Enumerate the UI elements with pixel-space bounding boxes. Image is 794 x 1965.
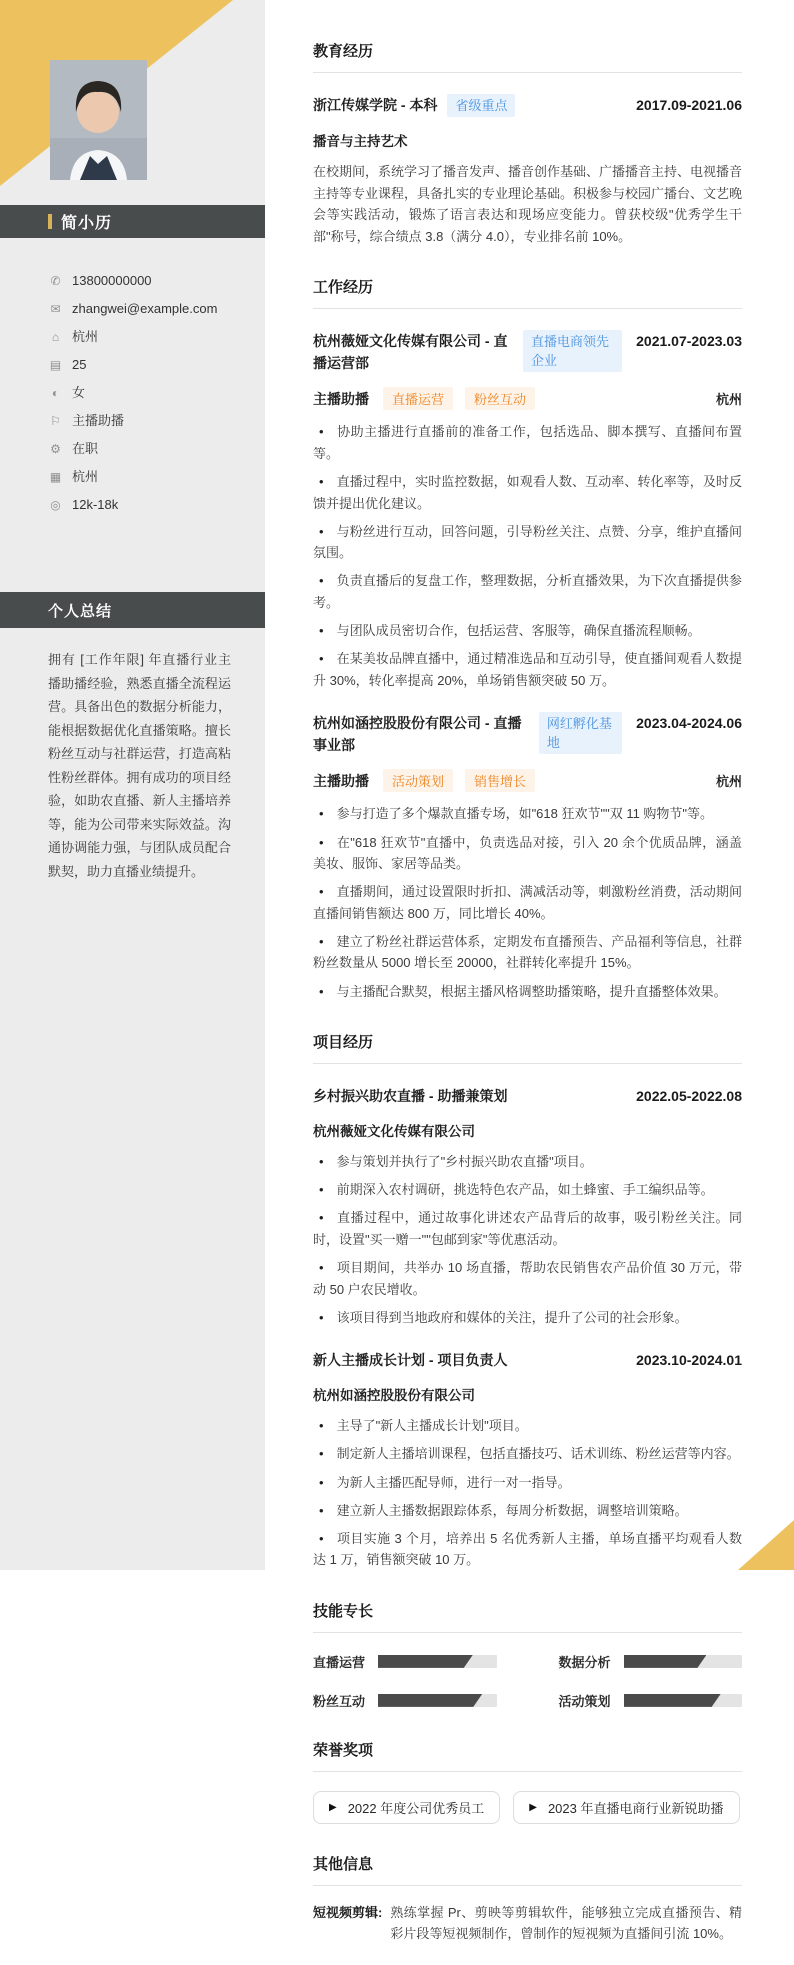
bullet-item: • 为新人主播匹配导师，进行一对一指导。 xyxy=(319,1474,571,1490)
bullet-item: • 参与策划并执行了"乡村振兴助农直播"项目。 xyxy=(319,1154,593,1170)
skill-row xyxy=(313,1691,497,1710)
contact-age xyxy=(48,356,249,374)
company-tag: 直播电商领先企业 xyxy=(523,330,622,372)
bullet-item: • 该项目得到当地政府和媒体的关注，提升了公司的社会形象。 xyxy=(319,1309,688,1325)
skill-label: 活动策划 xyxy=(558,1693,611,1709)
salary-icon: ◎ xyxy=(50,498,61,512)
bullet-dot: • xyxy=(319,523,324,539)
bullet-item: • 制定新人主播培训课程，包括直播技巧、话术训练、粉丝运营等内容。 xyxy=(319,1446,740,1462)
role-tag: 粉丝互动 xyxy=(465,387,535,410)
bullet-dot: • xyxy=(319,573,324,589)
skills-title: 技能专长 xyxy=(313,1600,742,1633)
bullet-item: • 与主播配合默契，根据主播风格调整助播策略，提升直播整体效果。 xyxy=(319,983,727,999)
bullet-item: • 在"618 狂欢节"直播中，负责选品对接，引入 20 余个优质品牌，涵盖美妆、服饰、家居等品类。 xyxy=(313,834,742,872)
bullet-dot: • xyxy=(319,1182,324,1198)
bullet-item: • 直播过程中，实时监控数据，如观看人数、互动率、转化率等，及时反馈并提出优化建议。 xyxy=(313,474,742,511)
status-value: 在职 xyxy=(72,441,99,456)
bullet-dot: • xyxy=(319,651,324,667)
profile-photo xyxy=(50,60,147,180)
bullet-item: • 直播过程中，通过故事化讲述农产品背后的故事，吸引粉丝关注。同时，设置"买一赠一""包邮到家"等优惠活动。 xyxy=(313,1210,742,1247)
company-name: 杭州如涵控股股份有限公司 - 直播事业部 xyxy=(313,715,522,754)
education-entry xyxy=(313,94,742,247)
candidate-name: 简小历 xyxy=(61,215,113,232)
play-marker-icon: ▶ xyxy=(529,1801,537,1813)
skill-row xyxy=(313,1652,497,1671)
skill-row xyxy=(559,1691,743,1710)
skill-label: 粉丝互动 xyxy=(313,1693,366,1709)
company-tag: 网红孵化基地 xyxy=(539,712,622,754)
school-tag: 省级重点 xyxy=(447,94,515,117)
project-company: 杭州薇娅文化传媒有限公司 xyxy=(313,1124,475,1140)
other-title: 其他信息 xyxy=(313,1853,742,1886)
work-city: 杭州 xyxy=(715,392,742,408)
bullet-item: • 与粉丝进行互动，回答问题，引导粉丝关注、点赞、分享，维护直播间氛围。 xyxy=(313,523,742,561)
salary-value: 12k-18k xyxy=(72,497,119,512)
gender-icon: ◐ xyxy=(51,386,60,400)
bullet-item: • 在某美妆品牌直播中，通过精准选品和互动引导，使直播间观看人数提升 30%，转化率提高 20%，单场销售额突破 50 万。 xyxy=(313,651,742,688)
bullet-item: • 协助主播进行直播前的准备工作，包括选品、脚本撰写、直播间布置等。 xyxy=(313,424,742,461)
phone-icon: ✆ xyxy=(50,274,61,288)
bullet-item: • 项目实施 3 个月，培养出 5 名优秀新人主播，单场直播平均观看人数达 1 万，销售额突破 10 万。 xyxy=(313,1530,742,1568)
major: 播音与主持艺术 xyxy=(313,134,408,149)
project-name: 新人主播成长计划 - 项目负责人 xyxy=(313,1352,508,1369)
other-info-row xyxy=(313,1902,742,1945)
skills-grid xyxy=(313,1652,742,1710)
skill-bar-track xyxy=(378,1694,496,1707)
summary-band xyxy=(0,592,265,628)
project-company: 杭州如涵控股股份有限公司 xyxy=(313,1388,475,1404)
bullet-dot: • xyxy=(319,623,324,639)
work-city: 杭州 xyxy=(715,774,742,790)
home-icon: ⌂ xyxy=(51,330,60,344)
project-bullets xyxy=(313,1415,742,1571)
skill-bar-track xyxy=(624,1655,742,1668)
bullet-dot: • xyxy=(319,1474,324,1490)
education-date: 2017.09-2021.06 xyxy=(636,97,742,113)
bullet-dot: • xyxy=(319,933,324,949)
education-description: 在校期间，系统学习了播音发声、播音创作基础、广播播音主持、电视播音主持等专业课程，具备扎实的专业理论基础。积极参与校园广播台、文艺晚会等实践活动，锻炼了语言表达和现场应变能力。曾获校级"优秀学生干部"称号，综合绩点 3.8（满分 4.0），专业排名前 10%。 xyxy=(313,164,743,244)
other-info-text: 熟练掌握 Pr、剪映等剪辑软件，能够独立完成直播预告、精彩片段等短视频制作，曾制作的短视频为直播间引流 10%。 xyxy=(390,1904,742,1942)
skill-label: 直播运营 xyxy=(313,1654,366,1670)
bullet-item: • 建立新人主播数据跟踪体系，每周分析数据，调整培训策略。 xyxy=(319,1502,688,1518)
contact-list xyxy=(48,272,249,524)
bullet-item: • 建立了粉丝社群运营体系，定期发布直播预告、产品福利等信息，社群粉丝数量从 5000 增长至 20000，社群转化率提升 15%。 xyxy=(313,933,742,971)
work-title: 工作经历 xyxy=(313,276,742,309)
work-city-value: 杭州 xyxy=(72,469,99,484)
role-tag: 直播运营 xyxy=(383,387,453,410)
bullet-item: • 项目期间，共举办 10 场直播，帮助农民销售农产品价值 30 万元，带动 50 户农民增收。 xyxy=(313,1260,742,1297)
work-bullets xyxy=(313,803,742,1002)
project-bullets xyxy=(313,1151,742,1328)
skill-bar-track xyxy=(378,1655,496,1668)
company-name: 杭州薇娅文化传媒有限公司 - 直播运营部 xyxy=(313,333,508,372)
gear-icon: ⚙ xyxy=(50,442,61,456)
gender-value: 女 xyxy=(72,385,86,400)
email-value: zhangwei@example.com xyxy=(72,301,218,316)
skill-bar-track xyxy=(624,1694,742,1707)
contact-phone xyxy=(48,272,249,290)
bullet-item: • 前期深入农村调研，挑选特色农产品，如土蜂蜜、手工编织品等。 xyxy=(319,1182,714,1198)
contact-work-city xyxy=(48,468,249,486)
skill-bar-fill xyxy=(624,1694,721,1707)
honor-badge xyxy=(513,1791,739,1824)
contact-email xyxy=(48,300,249,318)
bullet-dot: • xyxy=(319,1502,324,1518)
bullet-item: • 与团队成员密切合作，包括运营、客服等，确保直播流程顺畅。 xyxy=(319,623,701,639)
work-date: 2021.07-2023.03 xyxy=(636,333,742,350)
summary-title: 个人总结 xyxy=(48,602,113,620)
education-title: 教育经历 xyxy=(313,40,742,73)
skill-bar-fill xyxy=(624,1655,707,1668)
work-entry xyxy=(313,330,742,691)
section-honors xyxy=(313,1739,742,1824)
contact-gender xyxy=(48,384,249,402)
role-tag: 销售增长 xyxy=(465,769,535,792)
other-info-label: 短视频剪辑: xyxy=(313,1904,383,1920)
project-date: 2022.05-2022.08 xyxy=(636,1088,742,1105)
section-skills xyxy=(313,1600,742,1710)
section-work xyxy=(313,276,742,1002)
id-card-icon: ▤ xyxy=(49,358,62,372)
contact-location xyxy=(48,328,249,346)
project-name: 乡村振兴助农直播 - 助播兼策划 xyxy=(313,1088,508,1105)
phone-value: 13800000000 xyxy=(72,273,152,288)
bullet-dot: • xyxy=(319,806,324,822)
honors-row xyxy=(313,1791,742,1824)
sidebar xyxy=(0,0,265,1570)
section-other xyxy=(313,1853,742,1945)
bullet-dot: • xyxy=(319,424,324,440)
honors-title: 荣誉奖项 xyxy=(313,1739,742,1772)
email-icon: ✉ xyxy=(50,302,61,316)
work-date: 2023.04-2024.06 xyxy=(636,715,742,732)
school-degree: 浙江传媒学院 - 本科 xyxy=(313,97,438,113)
role-tag: 活动策划 xyxy=(383,769,453,792)
position-value: 主播助播 xyxy=(72,413,125,428)
bullet-item: • 负责直播后的复盘工作，整理数据，分析直播效果，为下次直播提供参考。 xyxy=(313,573,742,611)
bullet-item: • 参与打造了多个爆款直播专场，如"618 狂欢节""双 11 购物节"等。 xyxy=(319,806,714,822)
resume-main xyxy=(265,0,794,1965)
skill-label: 数据分析 xyxy=(558,1654,611,1670)
projects-title: 项目经历 xyxy=(313,1031,742,1064)
bullet-dot: • xyxy=(319,1446,324,1462)
honor-text: 2022 年度公司优秀员工 xyxy=(347,1800,485,1816)
section-education xyxy=(313,40,742,247)
bullet-dot: • xyxy=(319,1530,324,1546)
location-value: 杭州 xyxy=(72,329,99,344)
play-marker-icon: ▶ xyxy=(329,1801,337,1813)
bullet-dot: • xyxy=(319,983,324,999)
role-title: 主播助播 xyxy=(313,390,369,407)
name-accent-bar xyxy=(48,214,52,229)
contact-salary xyxy=(48,496,249,514)
honor-badge xyxy=(313,1791,500,1824)
work-bullets xyxy=(313,421,742,691)
bullet-dot: • xyxy=(319,474,324,490)
contact-status xyxy=(48,440,249,458)
age-value: 25 xyxy=(72,357,87,372)
bullet-dot: • xyxy=(319,1260,324,1276)
honor-text: 2023 年直播电商行业新锐助播 xyxy=(547,1800,724,1816)
bullet-dot: • xyxy=(319,834,324,850)
name-band xyxy=(0,205,265,238)
bullet-dot: • xyxy=(319,1309,324,1325)
project-entry xyxy=(313,1085,742,1328)
bullet-item: • 直播期间，通过设置限时折扣、满减活动等，刺激粉丝消费，活动期间直播间销售额达 800 万，同比增长 40%。 xyxy=(313,884,742,921)
skill-bar-fill xyxy=(378,1694,482,1707)
project-date: 2023.10-2024.01 xyxy=(636,1352,742,1369)
skill-row xyxy=(559,1652,743,1671)
bullet-dot: • xyxy=(319,1210,324,1226)
contact-position xyxy=(48,412,249,430)
megaphone-icon: ⚐ xyxy=(50,414,61,428)
bullet-dot: • xyxy=(319,884,324,900)
role-title: 主播助播 xyxy=(313,772,369,789)
project-entry xyxy=(313,1349,742,1571)
bullet-item: • 主导了"新人主播成长计划"项目。 xyxy=(319,1418,528,1434)
skill-bar-fill xyxy=(378,1655,473,1668)
summary-text: 拥有 [工作年限] 年直播行业主播助播经验，熟悉直播全流程运营。具备出色的数据分析能力，能根据数据优化直播策略。擅长粉丝互动与社群运营，打造高粘性粉丝群体。拥有成功的项目经验，如助农直播、新人主播培养等，能为公司带来实际效益。沟通协调能力强，与团队成员配合默契，助力直播业绩提升。 xyxy=(48,652,231,879)
work-entry xyxy=(313,712,742,1002)
section-projects xyxy=(313,1031,742,1571)
bullet-dot: • xyxy=(319,1418,324,1434)
building-icon: ▦ xyxy=(49,470,62,484)
bullet-dot: • xyxy=(319,1154,324,1170)
